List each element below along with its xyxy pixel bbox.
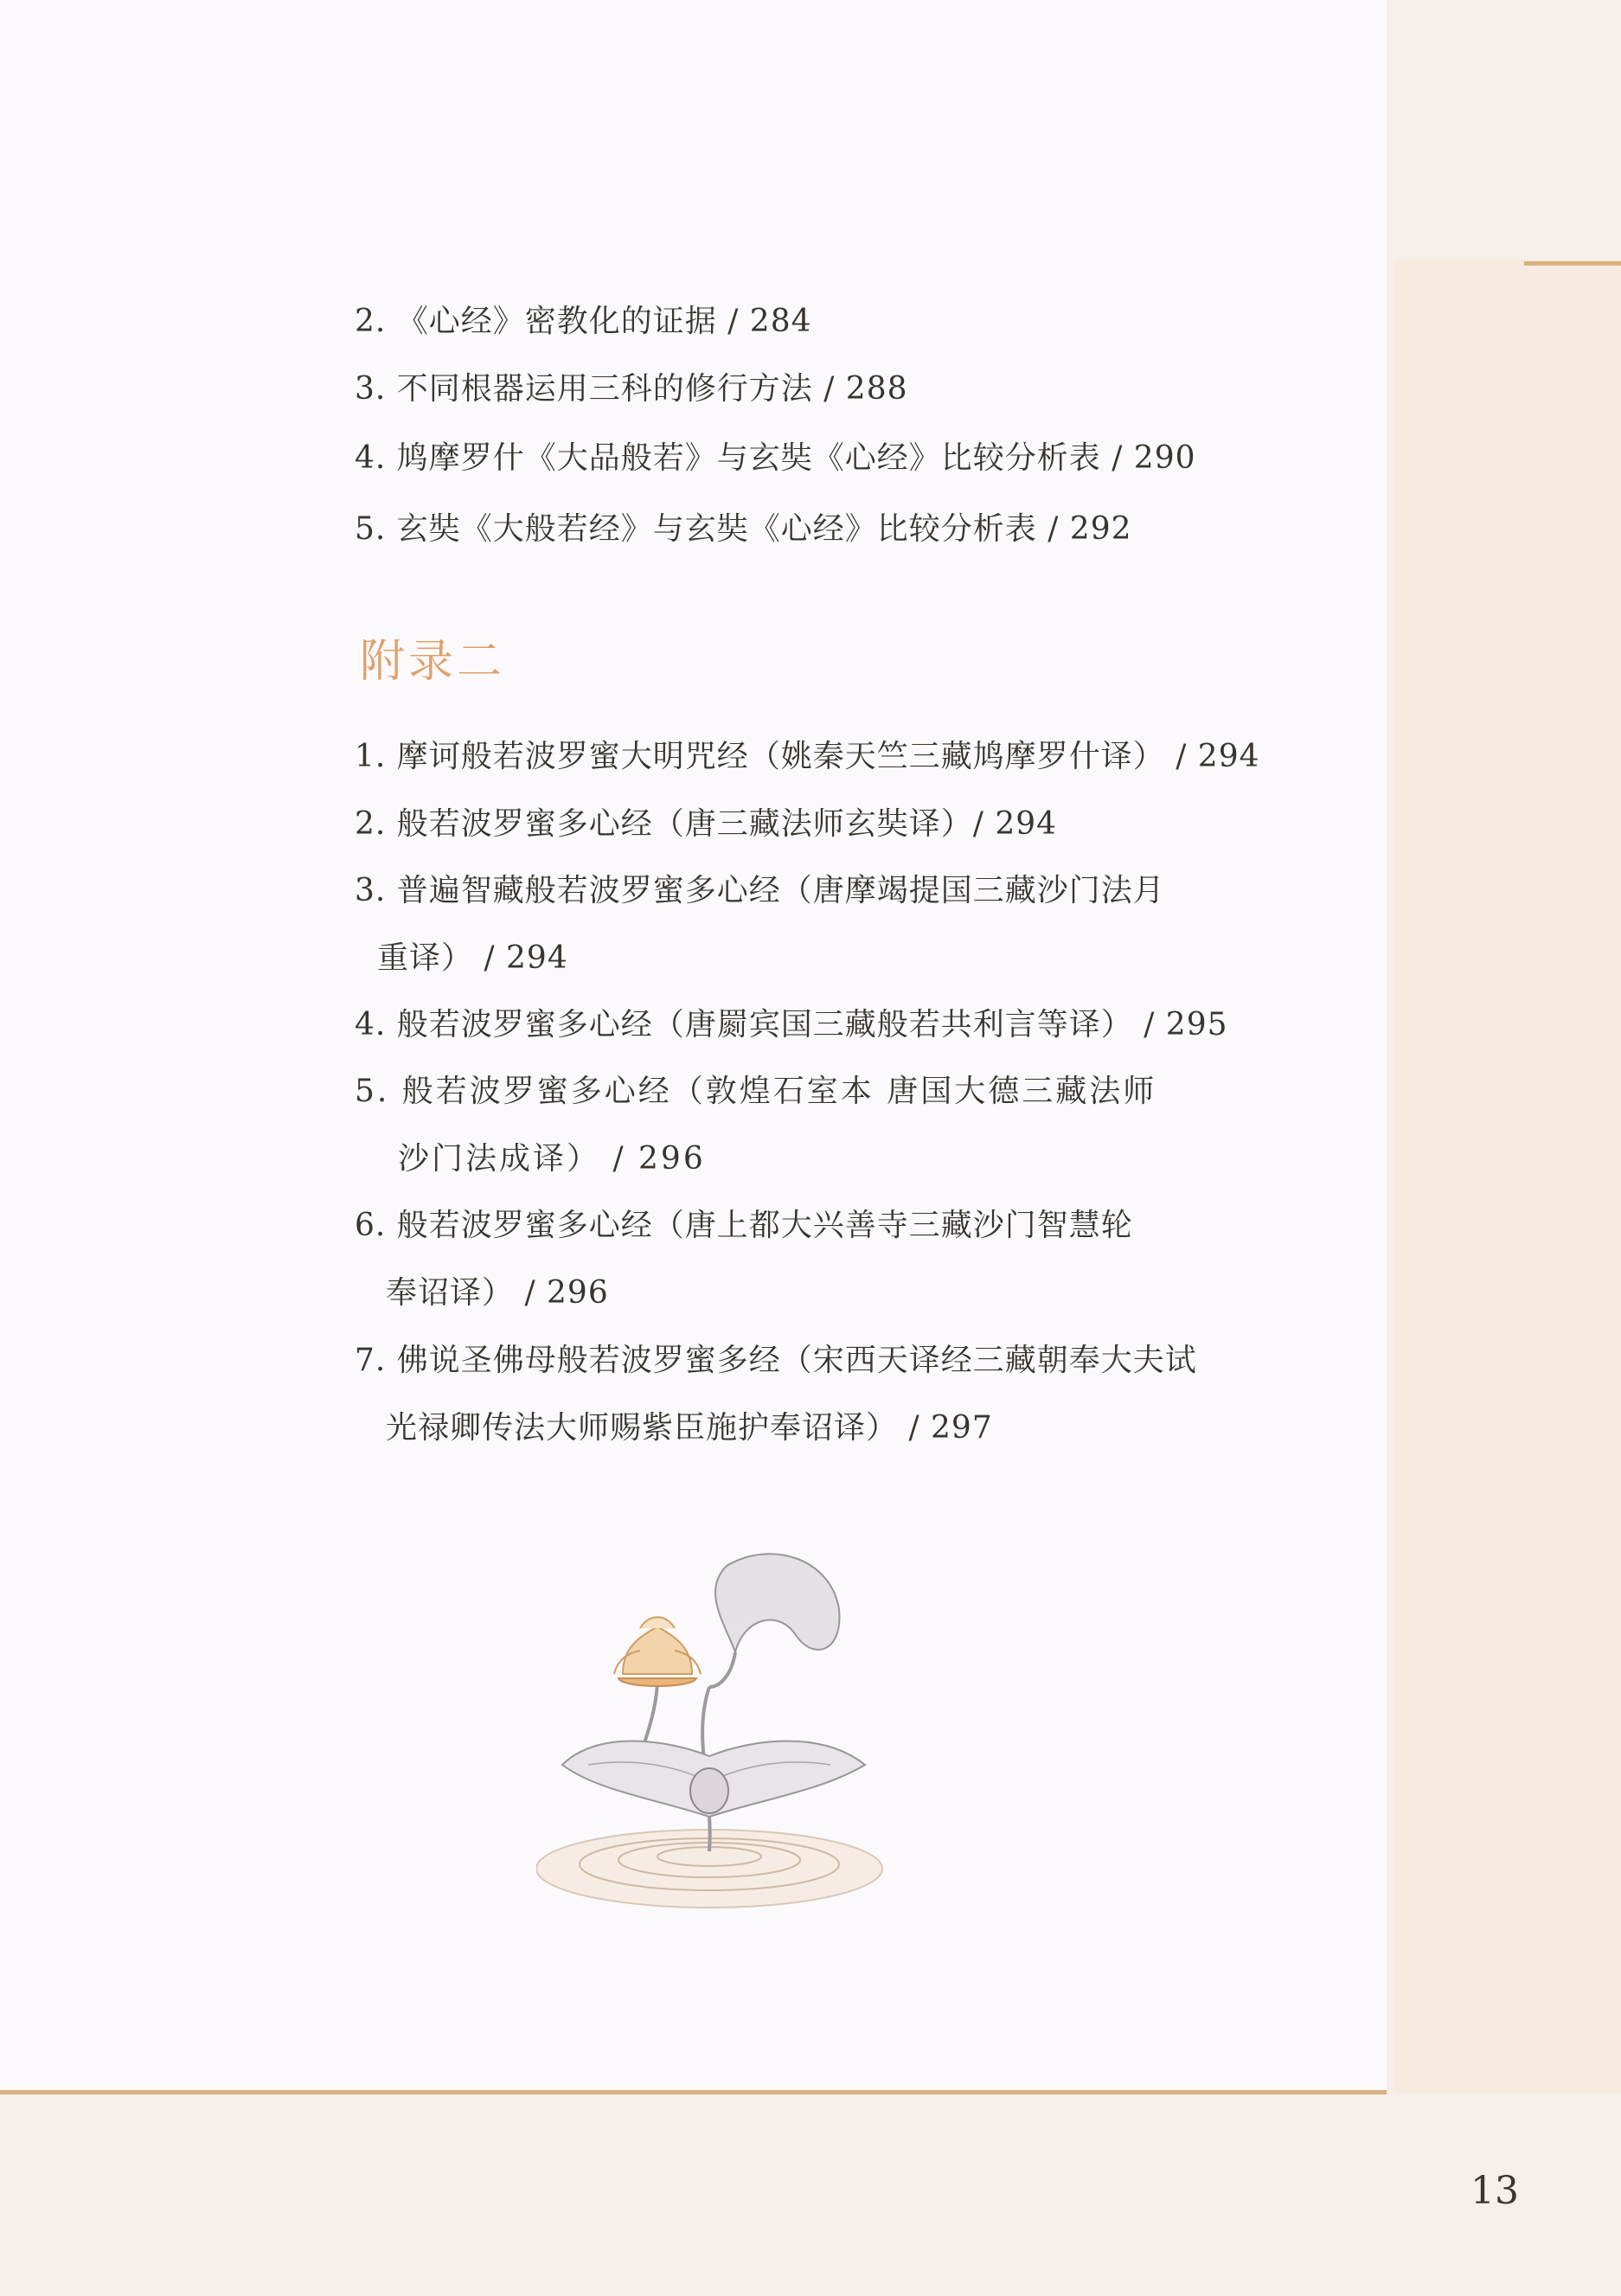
toc-entry[interactable]: 2. 《心经》密教化的证据 / 284 <box>355 304 812 339</box>
decorative-side-band <box>1394 260 1621 2094</box>
toc-entry[interactable] <box>355 807 1057 842</box>
toc-entry-continuation: 沙门法成译） / 296 <box>398 1141 706 1177</box>
section-title-appendix-two: 附录二 <box>360 636 506 688</box>
toc-entry-line: 4. 般若波罗蜜多心经（唐罽宾国三藏般若共利言等译） / 295 <box>355 1007 1228 1042</box>
toc-entry-line: 2. 般若波罗蜜多心经（唐三藏法师玄奘译）/ 294 <box>355 806 1058 842</box>
toc-entry-line: 6. 般若波罗蜜多心经（唐上都大兴善寺三藏沙门智慧轮 <box>355 1208 1133 1243</box>
toc-entry[interactable]: 3. 不同根器运用三科的修行方法 / 288 <box>355 371 908 407</box>
toc-entry-line: 1. 摩诃般若波罗蜜大明咒经（姚秦天竺三藏鸠摩罗什译） / 294 <box>355 739 1260 774</box>
toc-entry-line: 3. 普遍智藏般若波罗蜜多心经（唐摩竭提国三藏沙门法月 <box>355 873 1165 908</box>
toc-entry[interactable] <box>355 740 1260 774</box>
toc-entry-continuation: 重译） / 294 <box>377 940 568 976</box>
decorative-rule-bottom <box>0 2090 1387 2094</box>
toc-entry-continuation: 奉诏译） / 296 <box>386 1275 609 1311</box>
page-number: 13 <box>1470 2169 1519 2213</box>
toc-entry[interactable] <box>355 1209 1133 1311</box>
toc-entry-line: 7. 佛说圣佛母般若波罗蜜多经（宋西天译经三藏朝奉大夫试 <box>355 1343 1197 1378</box>
toc-entry[interactable] <box>355 1074 1156 1177</box>
toc-entry-line: 5. 般若波罗蜜多心经（敦煌石室本 唐国大德三藏法师 <box>355 1074 1157 1109</box>
toc-entry[interactable] <box>355 1344 1197 1446</box>
toc-entry[interactable] <box>355 1008 1228 1042</box>
toc-entry[interactable]: 5. 玄奘《大般若经》与玄奘《心经》比较分析表 / 292 <box>355 511 1132 547</box>
lotus-illustration <box>536 1531 900 1912</box>
toc-entry[interactable] <box>355 874 1165 976</box>
decorative-rule-top-right <box>1524 261 1621 266</box>
toc-entry-continuation: 光禄卿传法大师赐紫臣施护奉诏译） / 297 <box>386 1410 993 1446</box>
toc-entry[interactable]: 4. 鸠摩罗什《大品般若》与玄奘《心经》比较分析表 / 290 <box>355 440 1196 476</box>
